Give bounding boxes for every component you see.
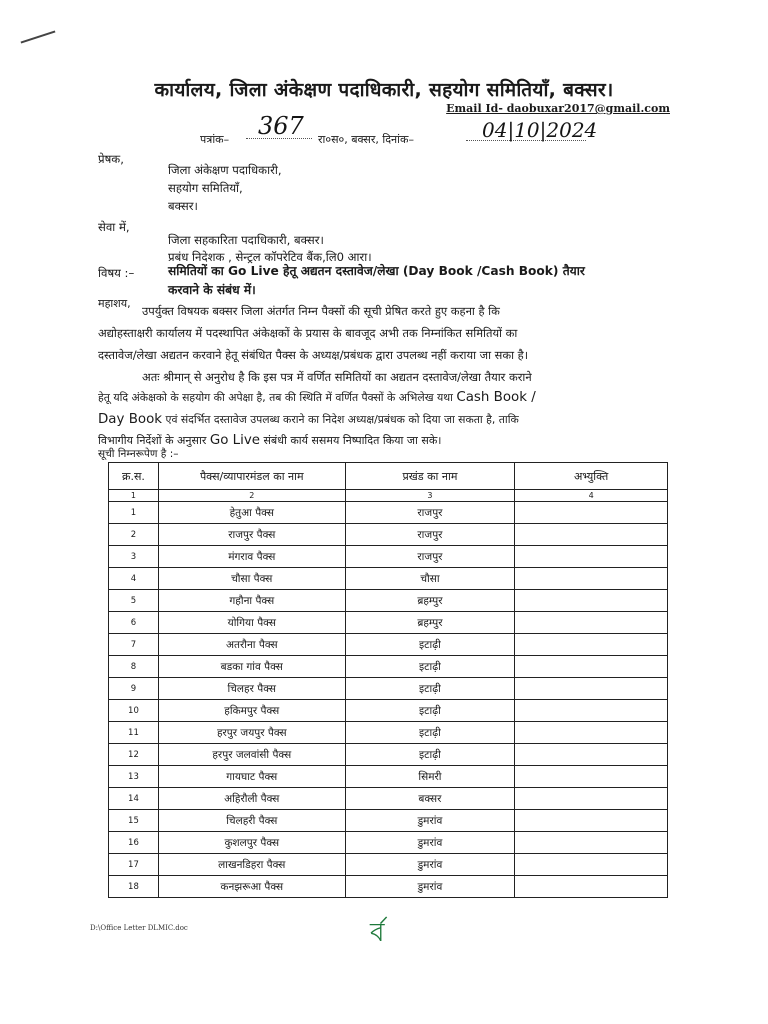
cell-pacs-name: योगिया पैक्स	[158, 612, 345, 634]
cell-block: इटाढ़ी	[345, 656, 515, 678]
cell-pacs-name: हकिमपुर पैक्स	[158, 700, 345, 722]
scan-mark	[21, 30, 56, 43]
cell-sl: 14	[109, 788, 159, 810]
cell-pacs-name: हरपुर जयपुर पैक्स	[158, 722, 345, 744]
cell-pacs-name: गायघाट पैक्स	[158, 766, 345, 788]
cell-block: सिमरी	[345, 766, 515, 788]
cell-sl: 12	[109, 744, 159, 766]
cell-block: राजपुर	[345, 524, 515, 546]
subject-line-1: समितियों का Go Live हेतू अद्यतन दस्तावेज/लेखा (Day Book /Cash Book) तैयार	[168, 264, 585, 278]
cell-remark	[515, 656, 668, 678]
para2-line4-text-c: संबंधी कार्य ससमय निष्पादित किया जा सके।	[263, 434, 442, 447]
cell-sl: 5	[109, 590, 159, 612]
cell-block: इटाढ़ी	[345, 744, 515, 766]
para2-line3	[98, 409, 670, 432]
cell-remark	[515, 832, 668, 854]
cell-sl: 16	[109, 832, 159, 854]
cell-block: डुमरांव	[345, 832, 515, 854]
table-row	[109, 678, 668, 700]
cell-sl: 18	[109, 876, 159, 898]
cell-pacs-name: राजपुर पैक्स	[158, 524, 345, 546]
patrank-label: पत्रांक–	[200, 133, 230, 146]
cell-sl: 11	[109, 722, 159, 744]
cell-sl: 13	[109, 766, 159, 788]
para2-line2-text: हेतू यदि अंकेक्षको के सहयोग की अपेक्षा है, तब की स्थिति में वर्णित पैक्सों के अभिलेख यथा	[98, 391, 453, 404]
para2-day-book: Day Book	[98, 412, 163, 427]
cell-pacs-name: मंगराव पैक्स	[158, 546, 345, 568]
cell-sl: 8	[109, 656, 159, 678]
cell-sl: 3	[109, 546, 159, 568]
cell-pacs-name: चौसा पैक्स	[158, 568, 345, 590]
cell-pacs-name: चिलहरी पैक्स	[158, 810, 345, 832]
cell-remark	[515, 788, 668, 810]
cell-block: चौसा	[345, 568, 515, 590]
cell-pacs-name: कनझरूआ पैक्स	[158, 876, 345, 898]
cell-block: डुमरांव	[345, 876, 515, 898]
para2-line2	[98, 387, 670, 410]
col-header-pacs-name: पैक्स/व्यापारमंडल का नाम	[158, 463, 345, 490]
cell-remark	[515, 722, 668, 744]
table-header-row	[109, 463, 668, 490]
cell-pacs-name: बडका गांव पैक्स	[158, 656, 345, 678]
table-row	[109, 744, 668, 766]
table-row	[109, 700, 668, 722]
para1-line3: दस्तावेज/लेखा अद्यतन करवाने हेतू संबंधित पैक्स के अध्यक्ष/प्रबंधक द्वारा उपलब्ध नहीं कराया जा सका है।	[98, 348, 529, 362]
cell-sl: 10	[109, 700, 159, 722]
cell-sl: 15	[109, 810, 159, 832]
table-row	[109, 876, 668, 898]
cell-block: इटाढ़ी	[345, 722, 515, 744]
table-row	[109, 568, 668, 590]
cell-pacs-name: हेतुआ पैक्स	[158, 502, 345, 524]
salutation: महाशय,	[98, 297, 131, 310]
recipient-line-1: जिला सहकारिता पदाधिकारी, बक्सर।	[168, 233, 324, 247]
cell-remark	[515, 590, 668, 612]
cell-block: डुमरांव	[345, 854, 515, 876]
cell-pacs-name: कुशलपुर पैक्स	[158, 832, 345, 854]
cell-pacs-name: चिलहर पैक्स	[158, 678, 345, 700]
table-row	[109, 722, 668, 744]
table-row	[109, 634, 668, 656]
table-row	[109, 590, 668, 612]
cell-pacs-name: हरपुर जलवांसी पैक्स	[158, 744, 345, 766]
para1-line2: अद्योहस्ताक्षरी कार्यालय में पदस्थापित अंकेक्षकों के प्रयास के बावजूद अभी तक निम्नांकित समितियों का	[98, 326, 518, 340]
cell-block: इटाढ़ी	[345, 678, 515, 700]
subject-label: विषय :–	[98, 266, 135, 280]
cell-remark	[515, 524, 668, 546]
table-row	[109, 524, 668, 546]
col-number: 4	[515, 490, 668, 502]
cell-block: ब्रहम्पुर	[345, 612, 515, 634]
sender-line-3: बक्सर।	[168, 199, 198, 213]
col-header-block: प्रखंड का नाम	[345, 463, 515, 490]
cell-remark	[515, 634, 668, 656]
table-colnum-row	[109, 490, 668, 502]
cell-pacs-name: लाखनडिहरा पैक्स	[158, 854, 345, 876]
cell-sl: 1	[109, 502, 159, 524]
cell-block: ब्रहम्पुर	[345, 590, 515, 612]
para2-line4-text-a: विभागीय निर्देशों के अनुसार	[98, 434, 207, 447]
letter-date: 04|10|2024	[482, 118, 598, 142]
page-mark: ৰ্ব	[370, 918, 385, 948]
cell-remark	[515, 810, 668, 832]
para2-line1: अतः श्रीमान् से अनुरोध है कि इस पत्र में वर्णित समितियों का अद्यतन दस्तावेज/लेखा तैयार कराने	[142, 370, 532, 384]
table-row	[109, 788, 668, 810]
cell-remark	[515, 502, 668, 524]
cell-remark	[515, 546, 668, 568]
cell-remark	[515, 700, 668, 722]
col-number: 3	[345, 490, 515, 502]
para2-cash-book: Cash Book /	[456, 390, 536, 405]
table-row	[109, 810, 668, 832]
pacs-table	[108, 462, 668, 898]
cell-remark	[515, 744, 668, 766]
cell-remark	[515, 854, 668, 876]
email-id: Email Id- daobuxar2017@gmail.com	[446, 102, 670, 115]
cell-remark	[515, 766, 668, 788]
cell-block: बक्सर	[345, 788, 515, 810]
cell-block: डुमरांव	[345, 810, 515, 832]
col-header-remark: अभ्युक्ति	[515, 463, 668, 490]
cell-sl: 2	[109, 524, 159, 546]
cell-sl: 7	[109, 634, 159, 656]
table-row	[109, 612, 668, 634]
para2-go-live: Go Live	[209, 433, 260, 448]
table-row	[109, 766, 668, 788]
col-number: 1	[109, 490, 159, 502]
table-row	[109, 854, 668, 876]
cell-sl: 4	[109, 568, 159, 590]
para1-line1: उपर्युक्त विषयक बक्सर जिला अंतर्गत निम्न पैक्सों की सूची प्रेषित करते हुए कहना है कि	[142, 304, 500, 318]
patrank-number: 367	[258, 112, 304, 140]
sender-label: प्रेषक,	[98, 152, 124, 166]
para2-line3-text: एवं संदर्भित दस्तावेज उपलब्ध कराने का निदेश अध्यक्ष/प्रबंधक को दिया जा सकता है, ताकि	[165, 413, 519, 426]
office-title: कार्यालय, जिला अंकेक्षण पदाधिकारी, सहयोग समितियाँ, बक्सर।	[154, 79, 614, 101]
cell-remark	[515, 612, 668, 634]
table-body	[109, 502, 668, 898]
cell-pacs-name: अहिरौली पैक्स	[158, 788, 345, 810]
cell-block: राजपुर	[345, 502, 515, 524]
table-row	[109, 546, 668, 568]
ref-middle-text: रा०स०, बक्सर, दिनांक–	[318, 133, 414, 146]
cell-sl: 9	[109, 678, 159, 700]
cell-sl: 6	[109, 612, 159, 634]
footer-file-path: D:\Office Letter DLMIC.doc	[90, 924, 188, 932]
recipient-line-2: प्रबंध निदेशक , सेन्ट्रल कॉपरेटिव बैंक,लि0 आरा।	[168, 250, 372, 264]
col-header-sl: क्र.स.	[109, 463, 159, 490]
cell-remark	[515, 678, 668, 700]
cell-remark	[515, 876, 668, 898]
sender-line-1: जिला अंकेक्षण पदाधिकारी,	[168, 163, 282, 177]
cell-pacs-name: अतरौना पैक्स	[158, 634, 345, 656]
list-intro: सूची निम्नरूपेण है :–	[98, 448, 179, 460]
recipient-label: सेवा में,	[98, 220, 130, 234]
cell-block: इटाढ़ी	[345, 700, 515, 722]
table-row	[109, 502, 668, 524]
col-number: 2	[158, 490, 345, 502]
cell-pacs-name: गहौना पैक्स	[158, 590, 345, 612]
table-row	[109, 656, 668, 678]
sender-line-2: सहयोग समितियाँ,	[168, 181, 243, 195]
cell-block: इटाढ़ी	[345, 634, 515, 656]
cell-sl: 17	[109, 854, 159, 876]
cell-block: राजपुर	[345, 546, 515, 568]
cell-remark	[515, 568, 668, 590]
table-row	[109, 832, 668, 854]
subject-line-2: करवाने के संबंध में।	[168, 283, 256, 297]
